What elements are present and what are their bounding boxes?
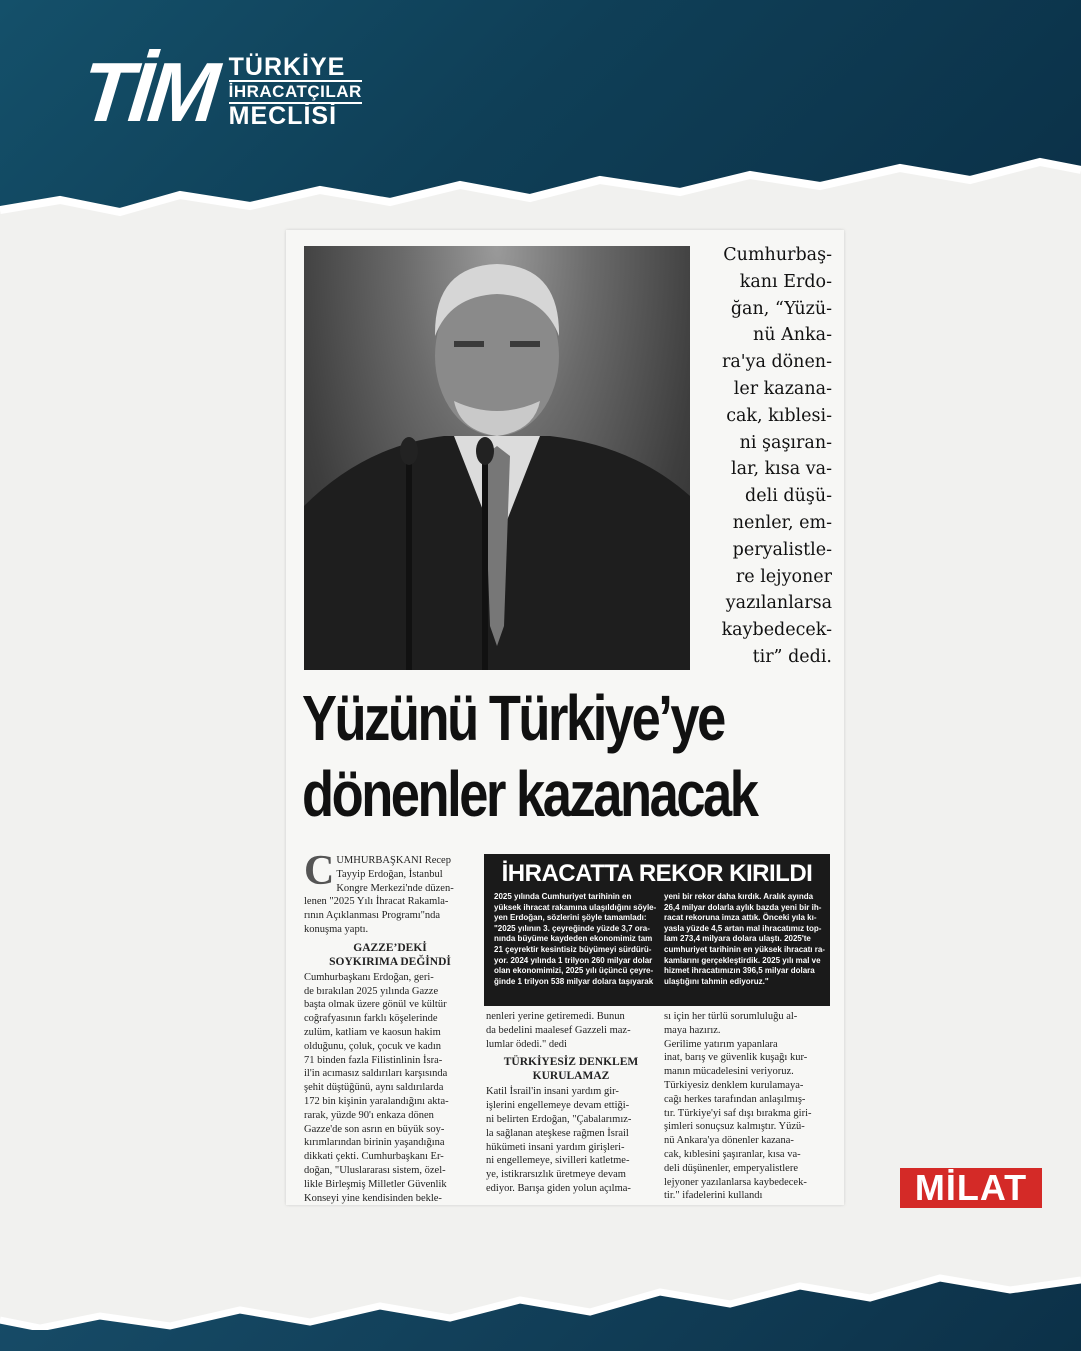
- text-line: Gerilime yatırım yapanlara: [664, 1038, 778, 1050]
- text-line: rarak, yüzde 90'ı enkaza dönen: [304, 1109, 434, 1121]
- column-3: [664, 1010, 834, 1203]
- text-line: ulaştığını tahmin ediyoruz.": [664, 976, 769, 986]
- text-line: ni belirten Erdoğan, "Çabalarımız-: [486, 1113, 632, 1125]
- text-line: konuşma yaptı.: [304, 923, 369, 935]
- text-line: olduğunu, çoluk, çocuk ve kadın: [304, 1040, 442, 1052]
- text-line: lejyoner yazılanlarsa kaybedecek-: [664, 1176, 807, 1188]
- quote-line: cak, kıblesi-: [726, 405, 832, 426]
- text-line: lenen "2025 Yılı İhracat Rakamla-: [304, 896, 449, 908]
- text-line: 2025 yılında Cumhuriyet tarihinin en: [494, 892, 632, 901]
- text-line: lumlar ödedi." dedi: [486, 1038, 567, 1050]
- article-headline: [302, 680, 832, 832]
- text-line: dikkati çekti. Cumhurbaşkanı Er-: [304, 1151, 444, 1163]
- text-line: Cumhurbaşkanı Erdoğan, geri-: [304, 971, 434, 983]
- text-line: Konseyi yine kendisinden bekle-: [304, 1192, 442, 1204]
- quote-line: re lejyoner: [735, 566, 832, 587]
- quote-line: ğan, “Yüzü-: [730, 298, 832, 319]
- column-1: [304, 848, 476, 1205]
- logo-line-2: İHRACATÇILAR: [229, 80, 362, 104]
- column-2: [486, 1010, 656, 1196]
- text-line: da bedelini maalesef Gazzeli maz-: [486, 1024, 631, 1036]
- text-line: likle Birleşmiş Milletler Güvenlik: [304, 1178, 447, 1190]
- text-line: yen Erdoğan, sözlerini şöyle tamamladı:: [494, 913, 647, 923]
- text-line: Tayyip Erdoğan, İstanbul: [336, 868, 443, 880]
- text-line: manın mücadelesini veriyoruz.: [664, 1066, 794, 1078]
- text-line: coğrafyasının farklı köşelerinde: [304, 1013, 438, 1025]
- quote-line: ni şaşıran-: [739, 432, 832, 453]
- text-line: 71 binden fazla Filistinlinin İsra-: [304, 1054, 443, 1066]
- tim-logo: [77, 45, 362, 139]
- quote-line: tir” dedi.: [752, 646, 832, 667]
- text-line: UMHURBAŞKANI Recep: [336, 855, 451, 866]
- subheading-line: TÜRKİYESİZ DENKLEM: [503, 1056, 639, 1069]
- text-line: olan ekonomimizi, 2025 yılı üçüncü çeyre-: [494, 966, 654, 976]
- text-line: yasla yüzde 4,5 artan mal ihracatımız top-: [664, 923, 822, 933]
- text-line: cak, kıblesini şaşıranlar, kısa va-: [664, 1148, 801, 1160]
- text-line: hükümeti insani yardım girişleri-: [486, 1141, 625, 1153]
- text-line: maya hazırız.: [664, 1024, 721, 1036]
- export-record-box: [484, 854, 830, 1006]
- text-line: Katil İsrail'in insani yardım gir-: [486, 1086, 619, 1098]
- quote-line: kanı Erdo-: [739, 271, 832, 292]
- text-line: nenleri yerine getiremedi. Bunun: [486, 1011, 625, 1022]
- text-line: tir." ifadelerini kullandı: [664, 1190, 763, 1202]
- text-line: rının Açıklanması Programı"nda: [304, 910, 441, 922]
- headline-line-1: Yüzünü Türkiye’ye: [302, 682, 724, 754]
- text-line: zulüm, katliam ve kaosun hakim: [304, 1026, 441, 1038]
- portrait-photo: [304, 246, 690, 670]
- text-line: yor. 2024 yılında 1 trilyon 260 milyar dolar: [494, 955, 653, 965]
- subheading-gazze: [304, 941, 476, 969]
- quote-line: Cumhurbaş-: [723, 245, 832, 265]
- text-line: inat, barış ve güvenlik kuşağı kur-: [664, 1052, 808, 1064]
- text-line: yeni bir rekor daha kırdık. Aralık ayında: [664, 892, 814, 901]
- text-line: "2025 yılının 3. çeyreğinde yüzde 3,7 ora-: [494, 923, 650, 933]
- text-line: başta olmak üzere gönül ve kültür: [304, 999, 447, 1011]
- drop-cap: C: [304, 848, 335, 894]
- text-line: cumhuriyet tarihinin en yüksek ihracatı ra-: [664, 944, 825, 954]
- text-line: tır. Türkiye'yi saf dışı bırakma giri-: [664, 1107, 812, 1119]
- box-title: İHRACATTA REKOR KIRILDI: [501, 860, 813, 887]
- text-line: deli düşünenler, emperyalistlere: [664, 1162, 798, 1174]
- quote-line: peryalistle-: [732, 539, 832, 560]
- torn-paper-edge-bottom: [0, 1220, 1081, 1330]
- quote-line: nenler, em-: [732, 512, 832, 533]
- text-line: cağı herkes tarafından anlaşılmış-: [664, 1093, 806, 1105]
- text-line: la sağlanan ateşkese rağmen İsrail: [486, 1127, 629, 1139]
- text-line: yüksek ihracat rakamına ulaşıldığını söyle-: [494, 902, 657, 912]
- text-line: 26,4 milyar dolarla aylık bazda yeni bir ih-: [664, 902, 822, 912]
- pull-quote: [704, 242, 832, 671]
- quote-line: ra'ya dönen-: [721, 352, 832, 373]
- quote-line: nü Anka-: [753, 325, 832, 346]
- text-line: de bırakılan 2025 yılında Gazze: [304, 985, 439, 997]
- quote-line: lar, kısa va-: [730, 459, 832, 480]
- logo-mark: TİM: [77, 45, 220, 139]
- text-line: ni engellemeye, sivilleri katletme-: [486, 1155, 630, 1167]
- logo-line-3: MECLİSİ: [228, 102, 338, 130]
- subheading-line: KURULAMAZ: [532, 1070, 610, 1083]
- text-line: ğinde 1 trilyon 538 milyar dolara taşıyarak: [494, 976, 654, 986]
- subheading-line: SOYKIRIMA DEĞİNDİ: [329, 955, 451, 968]
- text-line: sı için her türlü sorumluluğu al-: [664, 1011, 798, 1022]
- quote-line: yazılanlarsa: [725, 593, 832, 614]
- text-line: racat rekoruna imza attık. Önceki yıla kı-: [664, 913, 817, 923]
- logo-line-1: TÜRKİYE: [228, 53, 346, 81]
- text-line: doğan, "Uluslararası sistem, özel-: [304, 1164, 446, 1176]
- text-line: Kongre Merkezi'nde düzen-: [336, 882, 454, 894]
- text-line: hizmet ihracatımızın 396,5 milyar dolara: [664, 966, 815, 976]
- headline-line-2: dönenler kazanacak: [302, 758, 757, 830]
- milat-logo: MİLAT: [900, 1168, 1042, 1208]
- text-line: nında büyüme kaydeden ekonomimiz tam: [494, 934, 653, 944]
- subheading-denklem: [486, 1055, 656, 1083]
- quote-line: deli düşü-: [745, 486, 832, 507]
- text-line: Türkiyesiz denklem kurulamaya-: [664, 1079, 804, 1091]
- text-line: ye, istikrarsızlık üretmeye devam: [486, 1169, 626, 1181]
- text-line: şimleri sonuçsuz kalmıştır. Yüzü-: [664, 1121, 805, 1133]
- quote-line: kaybedecek-: [721, 620, 832, 641]
- newspaper-clipping: [286, 230, 844, 1205]
- text-line: kamlarını gerçekleştirdik. 2025 yılı mal ve: [664, 955, 821, 965]
- text-line: şehit düştüğünü, aynı saldırılarda: [304, 1082, 444, 1094]
- box-column-right: [664, 892, 824, 987]
- logo-wordmark: [229, 55, 362, 129]
- text-line: Gazze'de son asrın en büyük soy-: [304, 1123, 445, 1135]
- quote-line: ler kazana-: [733, 378, 832, 399]
- text-line: lam 273,4 milyara dolara ulaştı. 2025'te: [664, 934, 811, 944]
- box-column-left: [494, 892, 657, 987]
- text-line: kırımlarından birinin yaşandığına: [304, 1137, 445, 1149]
- subheading-line: GAZZE’DEKİ: [353, 941, 427, 954]
- text-line: 172 bin kişinin yaralandığını akta-: [304, 1095, 449, 1107]
- text-line: il'in acımasız saldırıları karşısında: [304, 1068, 448, 1080]
- text-line: 21 çeyrektir kesintisiz büyümeyi sürdürü-: [494, 944, 652, 954]
- text-line: işlerini engellemeye devam ettiği-: [486, 1100, 630, 1112]
- text-line: ediyor. Barışa giden yolun açılma-: [486, 1182, 631, 1194]
- text-line: nü Ankara'ya dönenler kazana-: [664, 1135, 794, 1147]
